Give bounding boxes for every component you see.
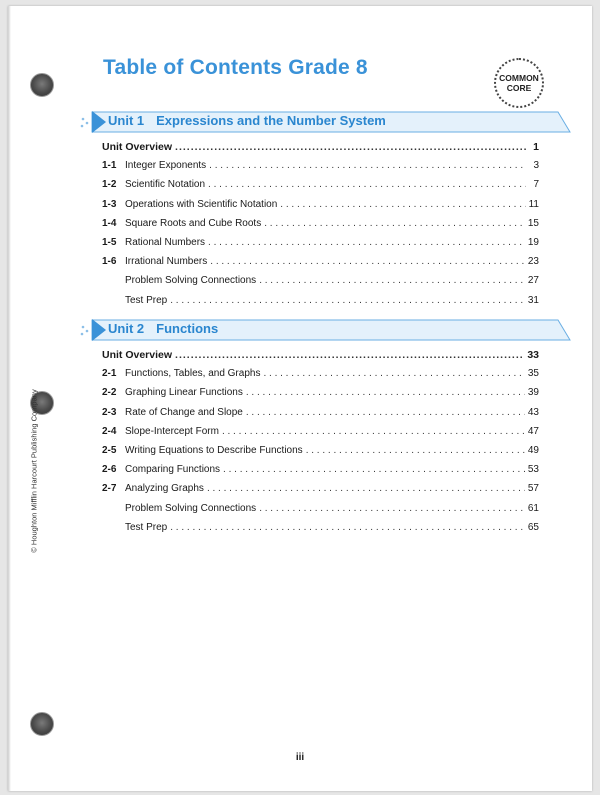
leader-dots [175, 349, 524, 361]
lesson-code: 1-1 [102, 160, 117, 172]
leader-dots [263, 368, 524, 379]
toc-row[interactable] [102, 160, 539, 179]
lesson-page: 3 [533, 160, 539, 172]
lesson-title: Square Roots and Cube Roots [125, 217, 262, 229]
leader-dots [207, 483, 525, 494]
unit-2-number: Unit 2 [108, 321, 145, 336]
overview-page: 1 [533, 141, 539, 153]
binder-hole-bottom [30, 712, 54, 736]
lesson-code: 2-5 [102, 444, 117, 456]
leader-dots [175, 141, 526, 153]
lesson-code: 1-3 [102, 198, 117, 210]
leader-dots [208, 237, 525, 248]
leader-dots [210, 256, 525, 267]
lesson-title: Integer Exponents [125, 160, 207, 172]
lesson-page: 65 [527, 521, 539, 533]
leader-dots [306, 445, 525, 456]
lesson-page: 11 [528, 198, 539, 210]
toc-row[interactable] [102, 237, 539, 256]
unit-1-toc [102, 141, 539, 314]
lesson-page: 47 [527, 425, 539, 437]
leader-dots [170, 522, 525, 533]
lesson-title: Test Prep [125, 521, 168, 533]
leader-dots [280, 199, 525, 210]
common-core-badge [494, 58, 544, 108]
unit-1-heading [108, 113, 386, 128]
lesson-title: Problem Solving Connections [125, 502, 257, 514]
badge-line-1: COMMON [499, 73, 539, 83]
lesson-title: Operations with Scientific Notation [125, 198, 278, 210]
copyright-notice: © Houghton Mifflin Harcourt Publishing Company [29, 389, 39, 553]
leader-dots [246, 387, 525, 398]
lesson-page: 53 [527, 464, 539, 476]
toc-row[interactable] [102, 256, 539, 275]
lesson-code: 1-6 [102, 256, 117, 268]
toc-row[interactable] [102, 407, 539, 426]
overview-label: Unit Overview [102, 349, 173, 361]
unit-2-banner [78, 318, 576, 342]
toc-row[interactable] [102, 199, 539, 218]
overview-label: Unit Overview [102, 141, 173, 153]
toc-row[interactable] [102, 503, 539, 522]
lesson-page: 61 [527, 502, 539, 514]
lesson-page: 19 [527, 236, 539, 248]
toc-row[interactable] [102, 218, 539, 237]
toc-row[interactable] [102, 387, 539, 406]
toc-row[interactable] [102, 464, 539, 483]
leader-dots [170, 295, 525, 306]
leader-dots [259, 503, 525, 514]
lesson-code: 2-1 [102, 368, 117, 380]
lesson-page: 15 [527, 217, 539, 229]
overview-page: 33 [527, 349, 539, 361]
lesson-page: 43 [527, 406, 539, 418]
badge-line-2: CORE [506, 83, 532, 93]
lesson-page: 7 [533, 179, 539, 191]
page-number: iii [295, 752, 305, 763]
lesson-code: 2-6 [102, 464, 117, 476]
lesson-code: 2-4 [102, 425, 117, 437]
lesson-code: 2-7 [102, 483, 117, 495]
unit-2-title: Functions [156, 321, 219, 336]
unit-2-overview-row[interactable] [102, 349, 539, 368]
lesson-page: 27 [527, 275, 539, 287]
lesson-title: Functions, Tables, and Graphs [125, 368, 261, 380]
lesson-title: Rate of Change and Slope [125, 406, 243, 418]
lesson-title: Graphing Linear Functions [125, 387, 243, 399]
lesson-title: Irrational Numbers [125, 256, 208, 268]
toc-row[interactable] [102, 179, 539, 198]
lesson-page: 23 [527, 256, 539, 268]
leader-dots [264, 218, 525, 229]
lesson-title: Analyzing Graphs [125, 483, 204, 495]
toc-row[interactable] [102, 275, 539, 294]
page-crease [8, 6, 11, 791]
leader-dots [223, 464, 525, 475]
lesson-page: 49 [527, 444, 539, 456]
leader-dots [208, 179, 526, 190]
lesson-title: Scientific Notation [125, 179, 206, 191]
unit-1-banner [78, 110, 576, 134]
page-title: Table of Contents Grade 8 [103, 56, 368, 79]
lesson-page: 31 [527, 294, 539, 306]
lesson-code: 1-4 [102, 217, 117, 229]
toc-row[interactable] [102, 368, 539, 387]
unit-1-overview-row[interactable] [102, 141, 539, 160]
leader-dots [246, 407, 525, 418]
lesson-title: Problem Solving Connections [125, 275, 257, 287]
leader-dots [222, 426, 525, 437]
unit-2-toc [102, 349, 539, 541]
toc-row[interactable] [102, 445, 539, 464]
unit-2-heading [108, 321, 218, 336]
lesson-code: 1-2 [102, 179, 117, 191]
toc-row[interactable] [102, 522, 539, 541]
toc-row[interactable] [102, 483, 539, 502]
leader-dots [259, 275, 525, 286]
lesson-page: 35 [527, 368, 539, 380]
toc-row[interactable] [102, 295, 539, 314]
lesson-title: Writing Equations to Describe Functions [125, 444, 303, 456]
lesson-title: Comparing Functions [125, 464, 221, 476]
lesson-page: 39 [527, 387, 539, 399]
lesson-title: Test Prep [125, 294, 168, 306]
document-page [8, 6, 592, 791]
lesson-page: 57 [527, 483, 539, 495]
leader-dots [209, 160, 526, 171]
lesson-code: 1-5 [102, 236, 117, 248]
unit-1-number: Unit 1 [108, 113, 145, 128]
lesson-code: 2-3 [102, 406, 117, 418]
lesson-title: Rational Numbers [125, 236, 206, 248]
lesson-title: Slope-Intercept Form [125, 425, 219, 437]
toc-row[interactable] [102, 426, 539, 445]
binder-hole-top [30, 73, 54, 97]
unit-1-title: Expressions and the Number System [156, 113, 386, 128]
lesson-code: 2-2 [102, 387, 117, 399]
